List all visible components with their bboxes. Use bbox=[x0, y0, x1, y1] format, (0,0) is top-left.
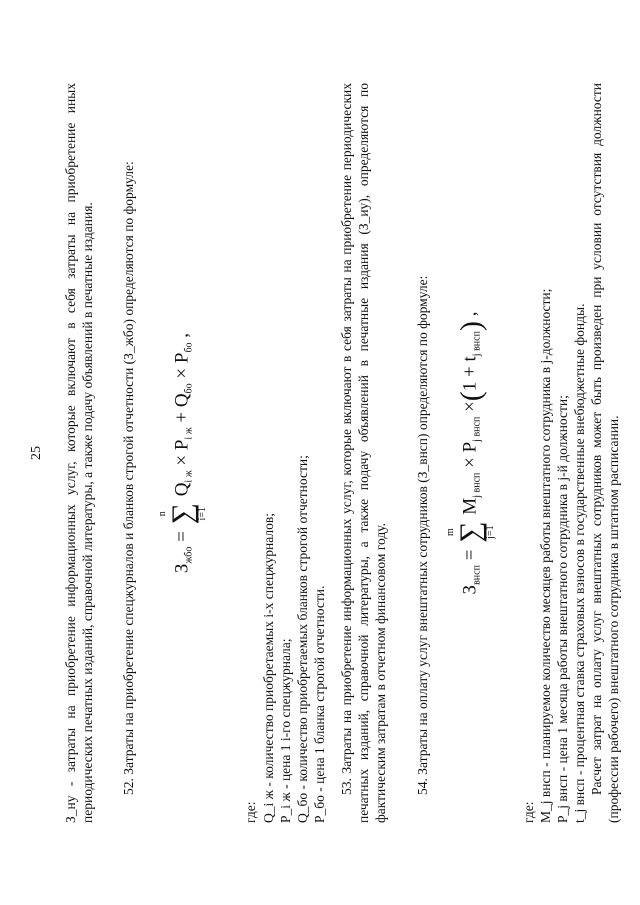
paragraph-note: Расчет затрат на оплату услуг внештатных сотрудников может быть произведен при условии отсутствия должности (профессии рабочего) внештатного сотрудника в штатном расписании. bbox=[589, 82, 621, 823]
legend-2 bbox=[537, 288, 588, 822]
paragraph-52: 52. Затраты на приобретение спецжурналов и бланков строгой отчетности (З_жбо) определяются по формуле: bbox=[121, 160, 136, 795]
legend-item: M_j внсп - планируемое количество месяцев работы внештатного сотрудника в j-должности; bbox=[538, 288, 553, 823]
where-label-2: где: bbox=[521, 801, 536, 823]
formula-zhbo-lhs: З bbox=[171, 563, 193, 573]
rotated-document-page bbox=[20, 23, 620, 883]
paragraph-54: 54. Затраты на оплату услуг внештатных сотрудников (З_внсп) определяются по формуле: bbox=[415, 275, 430, 795]
legend-item: P_бо - цена 1 бланка строгой отчетности. bbox=[312, 585, 327, 823]
sum-symbol: n ∑ i=1 bbox=[157, 502, 208, 524]
formula-znsp: $З_{внсп}$ = m ∑ j=1 $M_{j внсп} \times P_{j внсп} \times(1 + t_{j внсп})$ , bbox=[445, 311, 496, 594]
paragraph-zny-definition: З_ну - затраты на приобретение информационных услуг, которые включают в себя затраты на приобретение иных периодических печатных изданий, справочной литературы, а также подачу объявлений в печатные издания. bbox=[63, 82, 95, 823]
where-label-1: где: bbox=[243, 801, 258, 823]
legend-1 bbox=[260, 455, 328, 823]
legend-item: t_j внсп - процентная ставка страховых взносов в государственные внебюджетные фонды. bbox=[572, 303, 587, 823]
sum-symbol: m ∑ j=1 bbox=[445, 520, 496, 543]
formula-znsp-lhs: З bbox=[459, 584, 481, 594]
page-number: 25 bbox=[29, 445, 44, 460]
legend-item: Q_i ж - количество приобретаемых i-х спецжурналов; bbox=[261, 512, 276, 823]
legend-item: Q_бо - количество приобретаемых бланков строгой отчетности; bbox=[295, 454, 310, 823]
paragraph-53: 53. Затраты на приобретение информационных услуг, которые включают в себя затраты на приобретение периодических печатных изданий, справочной литературы, а также подачу объявлений в печатные издания (З_иу), определяются по фактическим затратам в отчетном финансовом году. bbox=[339, 82, 388, 823]
formula-zhbo: $З_{жбо}$ = n ∑ i=1 $Q_{i ж} \times P_{i ж} + Q_{бо} \times P_{бо}$ , bbox=[157, 332, 208, 573]
legend-item: P_j внсп - цена 1 месяца работы внештатного сотрудника в j-й должности; bbox=[555, 394, 570, 823]
legend-item: P_i ж - цена 1 i-го спецжурнала; bbox=[278, 637, 293, 823]
